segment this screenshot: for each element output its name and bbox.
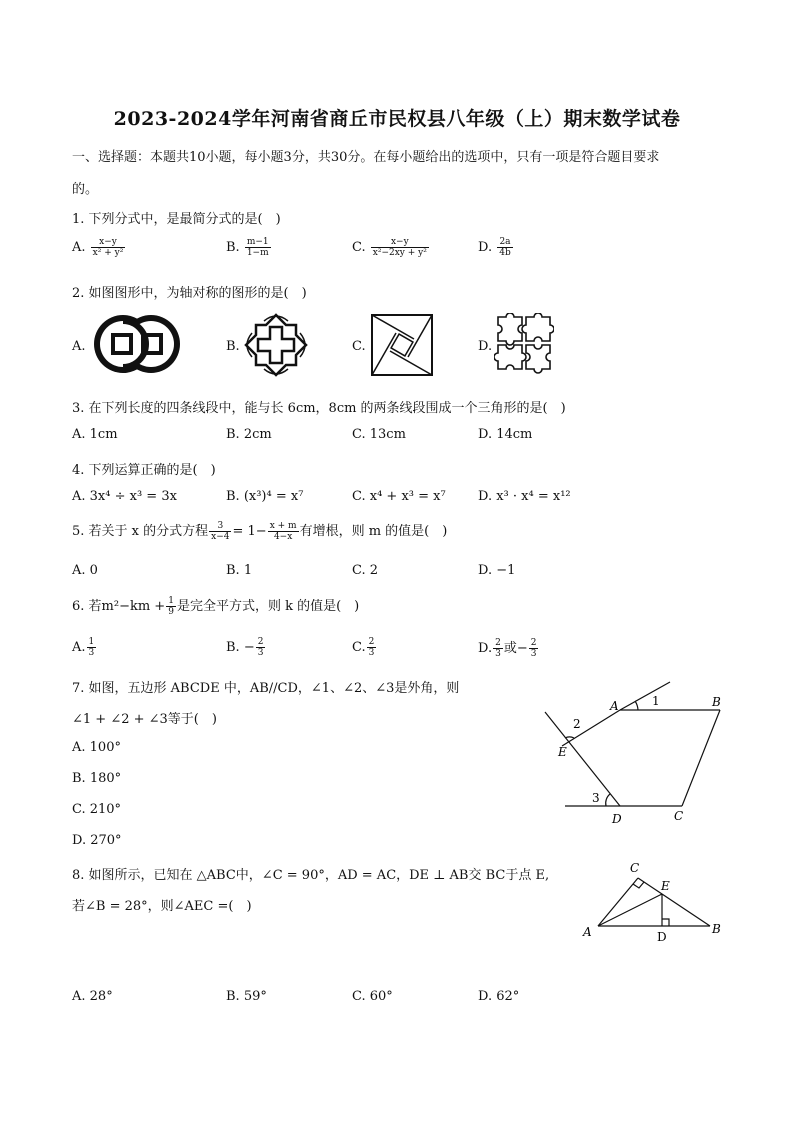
- page-title: 2023-2024学年河南省商丘市民权县八年级（上）期末数学试卷: [113, 108, 681, 130]
- q4-option-d[interactable]: D. x³ · x⁴ = x¹²: [478, 489, 571, 504]
- q1-option-a[interactable]: A. $\frac{x-y}{\text{x² + y²}}$: [72, 237, 124, 258]
- q7-angle-2: 2: [573, 717, 581, 731]
- q2-figure-c-square: [370, 313, 434, 377]
- q8-label-a: A: [583, 925, 592, 939]
- q7-angle-3: 3: [592, 791, 600, 805]
- section-heading-line2: 的。: [72, 182, 99, 197]
- q7-option-c[interactable]: C. 210°: [72, 802, 122, 817]
- q7-label-b: B: [712, 695, 721, 709]
- q1-b-fraction: $\frac{m-1}{1-m}$: [246, 237, 269, 258]
- q5-option-b[interactable]: B. 1: [226, 563, 253, 578]
- q8-option-b[interactable]: B. 59°: [226, 989, 267, 1004]
- q7-label-a: A: [610, 699, 619, 713]
- q3-option-d[interactable]: D. 14cm: [478, 427, 533, 442]
- q1-option-d[interactable]: D. $\frac{2a}{4b}$: [478, 237, 511, 258]
- q3-stem: 3. 在下列长度的四条线段中，能与长 6cm，8cm 的两条线段围成一个三角形的是( ): [72, 401, 566, 416]
- q5-option-d[interactable]: D. −1: [478, 563, 516, 578]
- q7-stem-line2: ∠1 + ∠2 + ∠3等于( ): [72, 712, 217, 727]
- q8-label-b: B: [712, 922, 721, 936]
- q3-option-b[interactable]: B. 2cm: [226, 427, 272, 442]
- q8-stem-line2: 若∠B = 28°，则∠AEC =( ): [72, 899, 252, 914]
- q6-fraction: $\frac{1}{9}$: [168, 596, 174, 617]
- q7-stem-line1: 7. 如图，五边形 ABCDE 中，AB//CD，∠1、∠2、∠3是外角，则: [72, 681, 460, 696]
- q7-label-c: C: [674, 809, 684, 823]
- q2-label-b[interactable]: B.: [226, 339, 240, 354]
- q7-pentagon-figure: [540, 680, 740, 830]
- q6-option-a[interactable]: A. $\frac{1}{3}$: [72, 637, 95, 658]
- q8-option-d[interactable]: D. 62°: [478, 989, 520, 1004]
- q8-option-a[interactable]: A. 28°: [72, 989, 113, 1004]
- q7-angle-1: 1: [652, 694, 660, 708]
- q2-label-c[interactable]: C.: [352, 339, 366, 354]
- q4-option-a[interactable]: A. 3x⁴ ÷ x³ = 3x: [72, 489, 177, 504]
- q8-label-e: E: [661, 879, 670, 893]
- q2-figure-d-puzzle: [494, 313, 554, 375]
- q5-fraction-1: $\frac{3}{x-4}$: [211, 521, 230, 542]
- q2-figure-a-coins: [90, 313, 184, 375]
- q7-label-e: E: [558, 745, 567, 759]
- q1-stem: 1. 下列分式中，是最简分式的是( ): [72, 212, 281, 227]
- q5-option-c[interactable]: C. 2: [352, 563, 379, 578]
- q8-stem-line1: 8. 如图所示，已知在 △ABC中，∠C = 90°，AD = AC，DE ⊥ AB交 BC于点 E,: [72, 868, 550, 883]
- q1-a-fraction: $\frac{x-y}{\text{x² + y²}}$: [92, 237, 124, 258]
- q2-label-a[interactable]: A.: [72, 339, 86, 354]
- q8-label-d: D: [657, 930, 667, 944]
- q5-option-a[interactable]: A. 0: [72, 563, 98, 578]
- q8-option-c[interactable]: C. 60°: [352, 989, 393, 1004]
- q7-option-a[interactable]: A. 100°: [72, 740, 121, 755]
- q1-option-c[interactable]: C. $\frac{x-y}{\text{x²−2xy + y²}}$: [352, 237, 427, 258]
- q3-option-c[interactable]: C. 13cm: [352, 427, 406, 442]
- q7-option-d[interactable]: D. 270°: [72, 833, 122, 848]
- q4-option-b[interactable]: B. (x³)⁴ = x⁷: [226, 489, 304, 504]
- q4-option-c[interactable]: C. x⁴ + x³ = x⁷: [352, 489, 446, 504]
- q2-stem: 2. 如图图形中，为轴对称的图形的是( ): [72, 286, 307, 301]
- q6-option-d[interactable]: D. $\frac{2}{3}$ 或− $\frac{2}{3}$: [478, 638, 537, 659]
- q5-fraction-2: $\frac{x + m}{4-x}$: [269, 521, 297, 542]
- q6-option-b[interactable]: B. − $\frac{2}{3}$: [226, 637, 264, 658]
- q6-option-c[interactable]: C. $\frac{2}{3}$: [352, 637, 375, 658]
- q6-stem: 6. 若m²−km + $\frac{1}{9}$ 是完全平方式，则 k 的值是( ): [72, 596, 360, 617]
- q1-c-fraction: $\frac{x-y}{\text{x²−2xy + y²}}$: [372, 237, 427, 258]
- q7-option-b[interactable]: B. 180°: [72, 771, 122, 786]
- q1-d-fraction: $\frac{2a}{4b}$: [499, 237, 511, 258]
- q8-label-c: C: [630, 861, 640, 875]
- q4-stem: 4. 下列运算正确的是( ): [72, 463, 216, 478]
- q2-figure-b-cross: [244, 313, 308, 377]
- q8-triangle-figure: [578, 858, 728, 946]
- section-heading-line1: 一、选择题：本题共10小题，每小题3分，共30分。在每小题给出的选项中，只有一项是符合题目要求: [72, 150, 660, 165]
- q5-stem: 5. 若关于 x 的分式方程 $\frac{3}{x-4}$ = 1− $\frac{x + m}{4-x}$ 有增根，则 m 的值是( ): [72, 521, 448, 542]
- q2-label-d[interactable]: D.: [478, 339, 493, 354]
- q7-label-d: D: [612, 812, 622, 826]
- q3-option-a[interactable]: A. 1cm: [72, 427, 118, 442]
- q1-option-b[interactable]: B. $\frac{m-1}{1-m}$: [226, 237, 269, 258]
